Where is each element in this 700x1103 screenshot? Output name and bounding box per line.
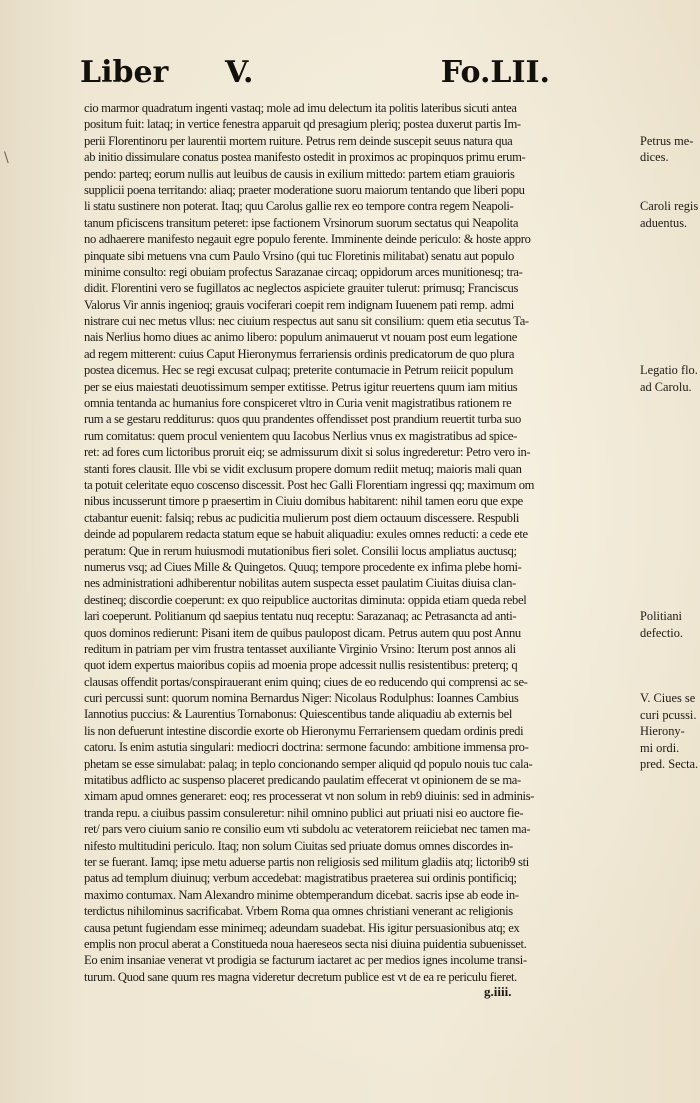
text-line: per se eius maiestati deuotissimum semper extitisse. Petrus igitur reuertens quum iam mitius <box>84 379 518 394</box>
text-line: nifesto multitudini periculo. Itaq; non solum Ciuitas sed priuate domus omnes discordes in- <box>84 838 513 853</box>
text-line: no adhaerere manifesto negauit egre populo ferente. Imminente deinde periculo: & hoste appro <box>84 232 531 247</box>
text-line: Valorus Vir annis ingenioq; grauis vociferari coepit rem indignam Iuuenem pati remp. admi <box>84 297 514 312</box>
text-line: didit. Florentini vero se fugillatos ac neglectos aspiciete grauiter tulerut: primusq; Franciscus <box>84 281 518 296</box>
text-line: rum a se gestaru redditurus: quos quu prandentes offendisset post prandium reuertit turba suo <box>84 412 521 427</box>
text-line: nais Nerlius homo diues ac animo libero: populum animauerut vt nouam post eum legatione <box>84 330 517 345</box>
main-text-block <box>84 100 699 985</box>
margin-note: Caroli regis aduentus. <box>640 199 699 230</box>
text-line: reditum in patriam per vim frustra tentasset auxiliante Virginio Vrsino: Iterum post annos ali <box>84 641 516 656</box>
text-line: tanum pficiscens transitum peteret: ipse factionem Vrsinorum suorum sectatus qui Neapolita <box>84 215 519 230</box>
text-line: deinde ad popularem redacta statum eque se habuit aliquadiu: exules omnes reducti: a cede ete <box>84 527 528 542</box>
margin-note: Legatio flo. ad Carolu. <box>640 363 698 394</box>
text-line: postea dicemus. Hec se regi excusat culpaq; preterite contumacie in Petrum reiicit populum <box>84 363 514 378</box>
text-line: li statu sustinere non poterat. Itaq; quu Carolus gallie rex eo tempore contra regem Neapoli- <box>84 199 514 214</box>
margin-note: Petrus me- dices. <box>640 133 694 165</box>
text-line: minime consulto: regi obuiam profectus Sarazanae circaq; oppidorum arces munitionesq; tra- <box>84 264 523 279</box>
text-line: ab initio dissimulare conatus postea manifesto ostedit in proximos ac propinquos primu erum- <box>84 150 526 165</box>
text-line: clausas offendit portas/conspirauerant enim quinq; ciues de eo reducendo qui comprensi ac se- <box>84 674 528 689</box>
text-line: Iannotius puccius: & Laurentius Tornabonus: Quiescentibus tande aliquadiu ab externis bel <box>84 707 512 722</box>
text-line: omnia tentanda ac humanius fore conspiceret vltro in Curia venit magistratibus rationem re <box>84 396 512 411</box>
text-line: destineq; discordie coeperunt: ex quo reipublice auctoritas diminuta: oppida etiam queda rebel <box>84 592 527 607</box>
text-line: supplicii poena territando: aliaq; praeter moderatione suoru maiorum tentando que liberi popu <box>84 182 525 197</box>
text-line: positum fuit: lataq; in vertice fenestra apparuit qd presagium pleriq; postea duxerut partis Im- <box>84 117 521 132</box>
text-line: maximo contumax. Nam Alexandro minime obtemperandum dicebat. sacris ipse ab eode in- <box>84 887 519 902</box>
text-line: pinquate sibi metuens vna cum Paulo Vrsino (qui tuc Floretinis militabat) senatu aut populo <box>84 248 514 263</box>
header-book-title: Liber <box>80 55 169 90</box>
text-line: Eo enim insaniae venerat vt prodigia se facturum iactaret ac per medios ignes incolume transi- <box>84 953 527 968</box>
margin-note: Hierony- mi ordi. pred. Secta. <box>640 724 699 771</box>
text-lines <box>84 100 554 985</box>
text-line: terdictus nihilominus sacrificabat. Vrbem Roma qua omnes christiani venerant ac religionis <box>84 904 513 919</box>
text-line: ta potuit celeritate equo coscenso discessit. Post hec Galli Florentiam ingressi qq; maximum om <box>84 477 535 492</box>
text-line: ximam apud omnes generaret: eoq; res processerat vt non solum in reb9 diuinis: sed in adminis- <box>84 789 535 804</box>
margin-note: Politiani defectio. <box>640 609 683 640</box>
text-line: curi percussi sunt: quorum nomina Bernardus Niger: Nicolaus Rodulphus: Ioannes Cambius <box>84 691 519 706</box>
text-line: lari coeperunt. Politianum qd saepius tentatu nuq receptu: Sarazanaq; ac Petrasancta ad anti- <box>84 609 517 624</box>
text-line: ctabantur euenit: falsiq; rebus ac pudicitia mulierum post diem octauum discessere. Respubli <box>84 510 520 525</box>
margin-note: V. Ciues se curi pcussi. <box>640 691 697 722</box>
text-line: phetam se esse simulabat: palaq; in teplo concionando semper aliquid qd populo nouis tuc cala- <box>84 756 533 771</box>
header-book-number: V. <box>225 55 254 90</box>
signature-mark: g.iiii. <box>484 984 512 999</box>
text-line: nistrare cui nec metus vllus: nec ciuium respectus aut sanu sit consilium: quem etia secutus Ta- <box>84 314 529 329</box>
text-line: ret: ad fores cum lictoribus proruit eiq; se admissurum dixit si solus ingrederetur: Petro vero in- <box>84 445 531 460</box>
text-line: tranda repu. a ciuibus passim consuleretur: nihil omnino publici aut priuati nisi eo auctore fie- <box>84 805 524 820</box>
text-line: pendo: parteq; eorum nullis aut leuibus de causis in exilium mittedo: partem etiam grauioris <box>84 166 515 181</box>
text-line: patus ad templum diuinuq; verbum accedebat: magistratibus praeterea sui ordinis pontificiq; <box>84 871 517 886</box>
text-line: perii Florentinoru per laurentii mortem ruiture. Petrus rem deinde suscepit seuus natura qua <box>84 133 513 148</box>
text-line: peratum: Que in rerum huiusmodi mutationibus fieri solet. Consilii locus ampliatus auctusq; <box>84 543 517 558</box>
text-line: mitatibus adflicto ac suspenso placeret predicando paulatim effecerat vt opinionem de se ma- <box>84 773 521 788</box>
text-line: quos dominos redierunt: Pisani item de quibus paulopost dicam. Petrus autem quu post Annu <box>84 625 521 640</box>
text-line: turum. Quod sane quum res magna videretur decretum publice est vt de ea re periculu fieret. <box>84 969 517 984</box>
text-line: quot idem expertus maioribus copiis ad moenia prope adcessit nullis resistentibus: preterq; q <box>84 658 518 673</box>
text-line: ter se fuerant. Iamq; ipse metu aduerse partis non religiosis sed militum gladiis atq; lictorib9 sti <box>84 854 529 869</box>
text-line: nes administrationi adhiberentur nobilitas autem suspecta esset paulatim Ciuitas diuisa clan- <box>84 576 516 591</box>
text-line: stanti fores clausit. Ille vbi se vidit exclusum propere domum rediit metuq; maioris mali quan <box>84 461 522 476</box>
text-line: catoru. Is enim astutia singulari: mediocri doctrina: sermone facundo: ambitione immensa pro- <box>84 740 529 755</box>
text-line: ret/ pars vero ciuium sanio re consilio eum vti subdolu ac veteratorem reiiciebat nec tamen ma- <box>84 822 531 837</box>
text-line: causa petunt fugiendam esse minimeq; adeundam suadebat. His igitur persuasionibus atq; ex <box>84 920 520 935</box>
text-line: ad regem mitterent: cuius Caput Hieronymus ferrariensis ordinis predicatorum de quo plura <box>84 346 515 361</box>
margin-edge-mark: \ <box>4 150 9 166</box>
text-line: nibus incusserunt timore p praesertim in Ciuiu domibus habitarent: nihil tamen eoru que expe <box>84 494 523 509</box>
text-line: cio marmor quadratum ingenti vastaq; mole ad imu delectum ita politis lateribus sicuti antea <box>84 101 517 115</box>
text-line: rum comitatus: quem procul venientem quu Iacobus Nerlius vnus ex magistratibus ad spice- <box>84 428 517 443</box>
text-line: emplis non procul aberat a Constitueda noua haereseos secta nisi diuina puidentia subuenisset. <box>84 936 527 951</box>
header-folio: Fo.LII. <box>440 55 550 90</box>
text-line: numerus vsq; ad Ciues Mille & Quingetos. Quuq; tempore procedente ex infima plebe homi- <box>84 559 522 574</box>
page-header <box>80 52 550 94</box>
text-line: lis non defuerunt intestine discordie exorte ob Hieronymu Ferrariensem quedam ordinis predi <box>84 723 524 738</box>
